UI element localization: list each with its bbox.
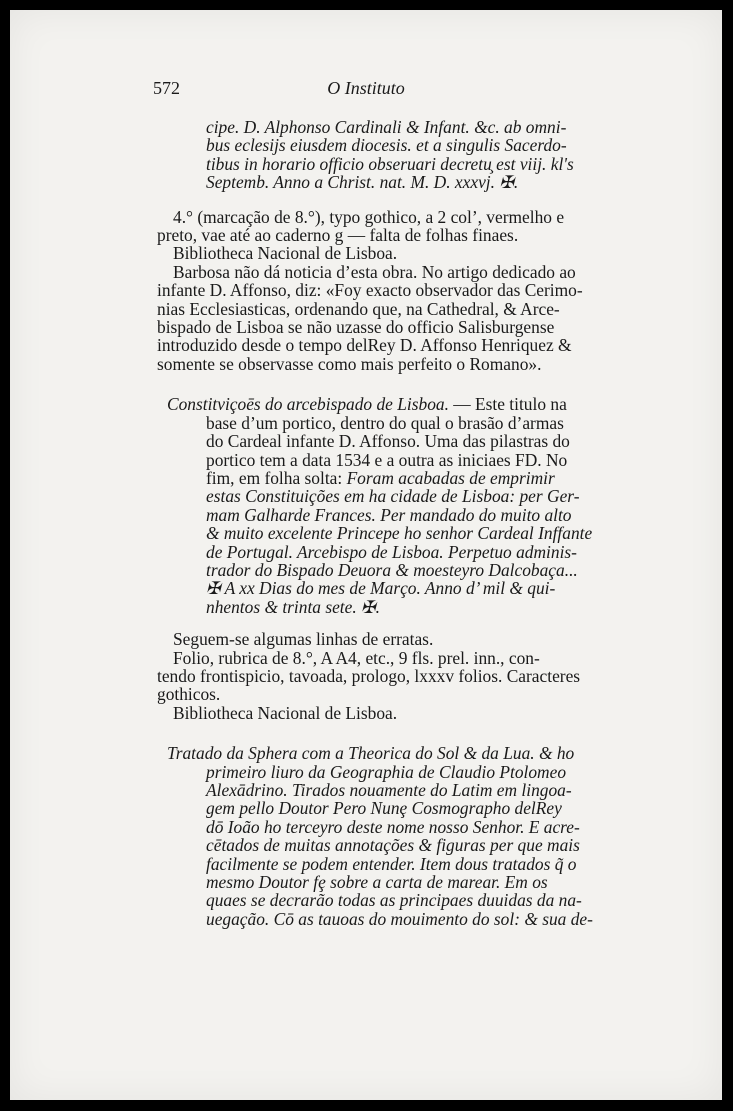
text-line: bus eclesijs eiusdem diocesis. et a singulis Sacerdo- (206, 135, 567, 156)
text-line: uegação. Cō as tauoas do mouimento do sol: & sua de- (206, 908, 593, 929)
running-title: O Instituto (327, 78, 405, 98)
colophon (206, 487, 627, 616)
entry3-title-line: Tratado da Sphera com a Theorica do Sol & da Lua. & ho (167, 743, 575, 764)
text-line (206, 469, 627, 487)
text-line: mesmo Doutor fȩ sobre a carta de marear. Em os (206, 872, 548, 893)
text-line: do Cardeal infante D. Affonso. Uma das pilastras do (206, 431, 570, 452)
text-line: Alexādrino. Tirados nouamente do Latim em lingoa- (206, 780, 572, 800)
entry3 (157, 744, 627, 928)
entry2 (157, 395, 627, 722)
text-line: 4.° (marcação de 8.°), typo gothico, a 2 colʼ, vermelho e (173, 206, 565, 227)
text-line: & muito excelente Princepe ho senhor Cardeal Inffante (206, 523, 593, 544)
text-line: de Portugal. Arcebispo de Lisboa. Perpetuo adminis- (206, 541, 577, 562)
text-line: dō Ioão ho terceyro deste nome nosso Senhor. E acre- (206, 816, 580, 837)
text-line: trador do Bispado Deuora & moesteyro Dalcobaça... (206, 559, 578, 580)
text-line: Septemb. Anno a Christ. nat. M. D. xxxvj. ✠. (206, 172, 519, 193)
page-number: 572 (153, 78, 180, 98)
text-line: base d’um portico, dentro do qual o brasão d’armas (206, 412, 564, 433)
text-line: infante D. Affonso, diz: «Foy exacto observador das Cerimo- (157, 280, 583, 301)
text-line: primeiro liuro da Geographia de Claudio Ptolomeo (206, 761, 567, 782)
text-line: cipe. D. Alphonso Cardinali & Infant. &c. ab omni- (206, 117, 567, 137)
entry1-title-continuation (157, 118, 627, 192)
text-fragment: fim, em folha solta: (206, 467, 343, 488)
text-line: tibus in horario officio obseruari decretu̧ est viij. kl's (206, 153, 574, 174)
text-line: introduzido desde o tempo delRey D. Affonso Henriquez & (157, 335, 572, 356)
text-line: facilmente se podem entender. Item dous tratados q̃ o (206, 853, 577, 874)
entry2-first-line (167, 395, 627, 413)
library-line: Bibliotheca Nacional de Lisboa. (173, 243, 398, 264)
entry1-description (157, 208, 627, 374)
text-line: quaes se decrarão todas as principaes duuidas da na- (206, 890, 582, 911)
errata-line: Seguem-se algumas linhas de erratas. (173, 629, 434, 650)
text-line: gem pello Doutor Pero Nunȩ Cosmographo delRey (206, 798, 562, 819)
text-line: gothicos. (157, 684, 221, 705)
text-line: nias Ecclesiasticas, ordenando que, na Cathedral, & Arce- (157, 298, 560, 319)
text-line: bispado de Lisboa se não uzasse do officio Salisburgense (157, 317, 555, 338)
text-line: Folio, rubrica de 8.°, A A4, etc., 9 fls. prel. inn., con- (173, 647, 540, 668)
text-line: portico tem a data 1534 e a outra as iniciaes FD. No (206, 449, 568, 470)
text-line: estas Constituições em ha cidade de Lisboa: per Ger- (206, 486, 580, 507)
text-line: tendo frontispicio, tavoada, prologo, lxxxv folios. Caracteres (157, 665, 581, 686)
text-line: preto, vae até ao caderno g — falta de folhas finaes. (157, 225, 519, 246)
page-header (10, 78, 722, 102)
text-line: nhentos & trinta sete. ✠. (206, 596, 380, 617)
page-body (157, 118, 627, 928)
text-line: mam Galharde Frances. Per mandado do muito alto (206, 504, 572, 525)
text-line: Barbosa não dá noticia d’esta obra. No artigo dedicado ao (173, 261, 576, 282)
book-page (10, 10, 722, 1100)
library-line: Bibliotheca Nacional de Lisboa. (173, 702, 398, 723)
text-line: somente se observasse como mais perfeito o Romano». (157, 353, 542, 374)
text-fragment: — Este titulo na (448, 394, 567, 415)
text-line: ✠ A xx Dias do mes de Março. Anno d’ mil & qui- (206, 578, 556, 599)
text-line: cētados de muitas annotações & figuras per que mais (206, 835, 580, 856)
colophon-start: Foram acabadas de emprimir (346, 467, 555, 488)
entry2-title: Constitviçoēs do arcebispado de Lisboa. (167, 394, 449, 415)
